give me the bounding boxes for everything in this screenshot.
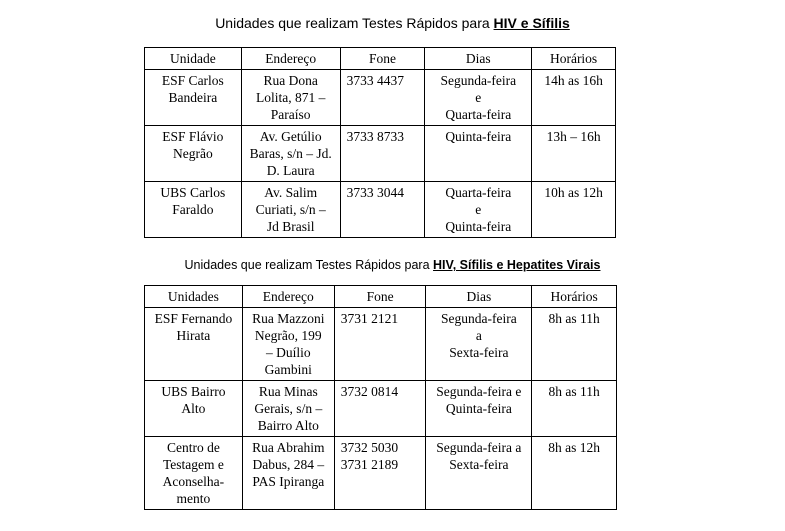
table2-title-prefix: Unidades que realizam Testes Rápidos para [184,258,434,272]
cell-line: Quarta-feira [445,107,512,122]
cell-line: Gerais, s/n – [254,401,323,416]
cell-line: 10h as 12h [544,185,603,200]
cell-line: Hirata [176,328,211,343]
cell-line: 3731 2189 [340,457,399,472]
cell-line: Jd Brasil [266,219,315,234]
cell-line: a [475,328,482,343]
cell-line: e [475,90,482,105]
cell-line: Bairro Alto [257,418,319,433]
cell-line: D. Laura [266,163,315,178]
cell-line: 3732 0814 [340,384,399,399]
cell-line: Alto [181,401,206,416]
cell-line: Testagem e [162,457,224,472]
cell-line: Bandeira [168,90,218,105]
cell-endereco [242,381,334,437]
table-header-row [145,286,617,308]
cell-unidade [145,437,243,510]
header-endereco: Endereço [241,48,340,70]
cell-unidade [145,182,242,238]
cell-endereco [242,437,334,510]
table-row [145,182,616,238]
cell-line: Quarta-feira [445,185,512,200]
cell-line: Quinta-feira [445,401,512,416]
cell-horarios [532,70,616,126]
cell-endereco [241,126,340,182]
table-hiv-sifilis [144,47,616,238]
cell-line: Sexta-feira [449,345,509,360]
cell-line: Centro de [166,440,220,455]
cell-horarios [532,182,616,238]
table-row [145,437,617,510]
table-row [145,308,617,381]
cell-fone [334,381,426,437]
cell-line: PAS Ipiranga [252,474,325,489]
cell-line: Dabus, 284 – [252,457,325,472]
table-row [145,126,616,182]
table-row [145,70,616,126]
cell-line: mento [176,491,211,506]
cell-line: Curiati, s/n – [255,202,326,217]
cell-fone [340,70,425,126]
cell-endereco [242,308,334,381]
header-unidades: Unidades [145,286,243,308]
table2-title-emphasis: HIV, Sífilis e Hepatites Virais [433,258,601,272]
header-endereco: Endereço [242,286,334,308]
cell-line: Gambini [264,362,312,377]
cell-line: Lolita, 871 – [255,90,326,105]
cell-endereco [241,182,340,238]
cell-line: Segunda-feira [440,73,517,88]
table1-title [0,15,785,31]
cell-line: 3733 3044 [346,185,404,200]
header-horarios: Horários [532,48,616,70]
cell-line: Baras, s/n – Jd. [249,146,332,161]
cell-line: UBS Bairro [161,384,226,399]
cell-line: – Duílio [265,345,311,360]
header-fone: Fone [334,286,426,308]
cell-line: ESF Fernando [154,311,233,326]
header-dias: Dias [425,48,532,70]
header-unidade: Unidade [145,48,242,70]
cell-fone [340,126,425,182]
table-row [145,381,617,437]
cell-horarios [532,308,617,381]
cell-line: UBS Carlos [160,185,226,200]
header-fone: Fone [340,48,425,70]
cell-fone [334,437,426,510]
cell-line: Rua Abrahim [252,440,325,455]
cell-dias [425,126,532,182]
cell-line: Aconselha- [162,474,225,489]
cell-line: ESF Carlos [161,73,224,88]
cell-line: Quinta-feira [445,219,512,234]
table-header-row [145,48,616,70]
cell-line: 14h as 16h [544,73,603,88]
cell-line: Av. Getúlio [259,129,322,144]
table1-title-prefix: Unidades que realizam Testes Rápidos para [215,15,494,31]
cell-dias [426,381,532,437]
header-horarios: Horários [532,286,617,308]
cell-line: Paraíso [270,107,311,122]
cell-line: ESF Flávio [162,129,224,144]
cell-line: Negrão [173,146,213,161]
cell-line: Faraldo [172,202,214,217]
cell-line: Rua Dona [263,73,318,88]
cell-dias [426,308,532,381]
cell-fone [334,308,426,381]
cell-line: Segunda-feira a [436,440,522,455]
cell-unidade [145,126,242,182]
cell-horarios [532,381,617,437]
cell-line: Quinta-feira [445,129,512,144]
cell-horarios [532,126,616,182]
cell-line: Negrão, 199 [254,328,322,343]
cell-line: Segunda-feira [440,311,517,326]
cell-unidade [145,308,243,381]
cell-line: 13h – 16h [546,129,601,144]
table-hiv-sifilis-hepatites [144,285,617,510]
cell-line: Rua Mazzoni [252,311,325,326]
cell-unidade [145,381,243,437]
cell-line: 8h as 11h [548,311,600,326]
cell-line: 3732 5030 [340,440,399,455]
table1-title-emphasis: HIV e Sífilis [493,15,570,31]
cell-line: Av. Salim [264,185,318,200]
table2-title [0,258,785,272]
cell-line: 8h as 12h [548,440,600,455]
cell-dias [425,70,532,126]
header-dias: Dias [426,286,532,308]
cell-line: Segunda-feira e [436,384,522,399]
cell-unidade [145,70,242,126]
cell-line: Rua Minas [258,384,318,399]
cell-horarios [532,437,617,510]
cell-line: 3733 8733 [346,129,404,144]
cell-line: 3731 2121 [340,311,399,326]
cell-line: 8h as 11h [548,384,600,399]
cell-line: e [475,202,482,217]
cell-endereco [241,70,340,126]
cell-line: Sexta-feira [449,457,509,472]
cell-dias [426,437,532,510]
cell-fone [340,182,425,238]
cell-line: 3733 4437 [346,73,404,88]
cell-dias [425,182,532,238]
